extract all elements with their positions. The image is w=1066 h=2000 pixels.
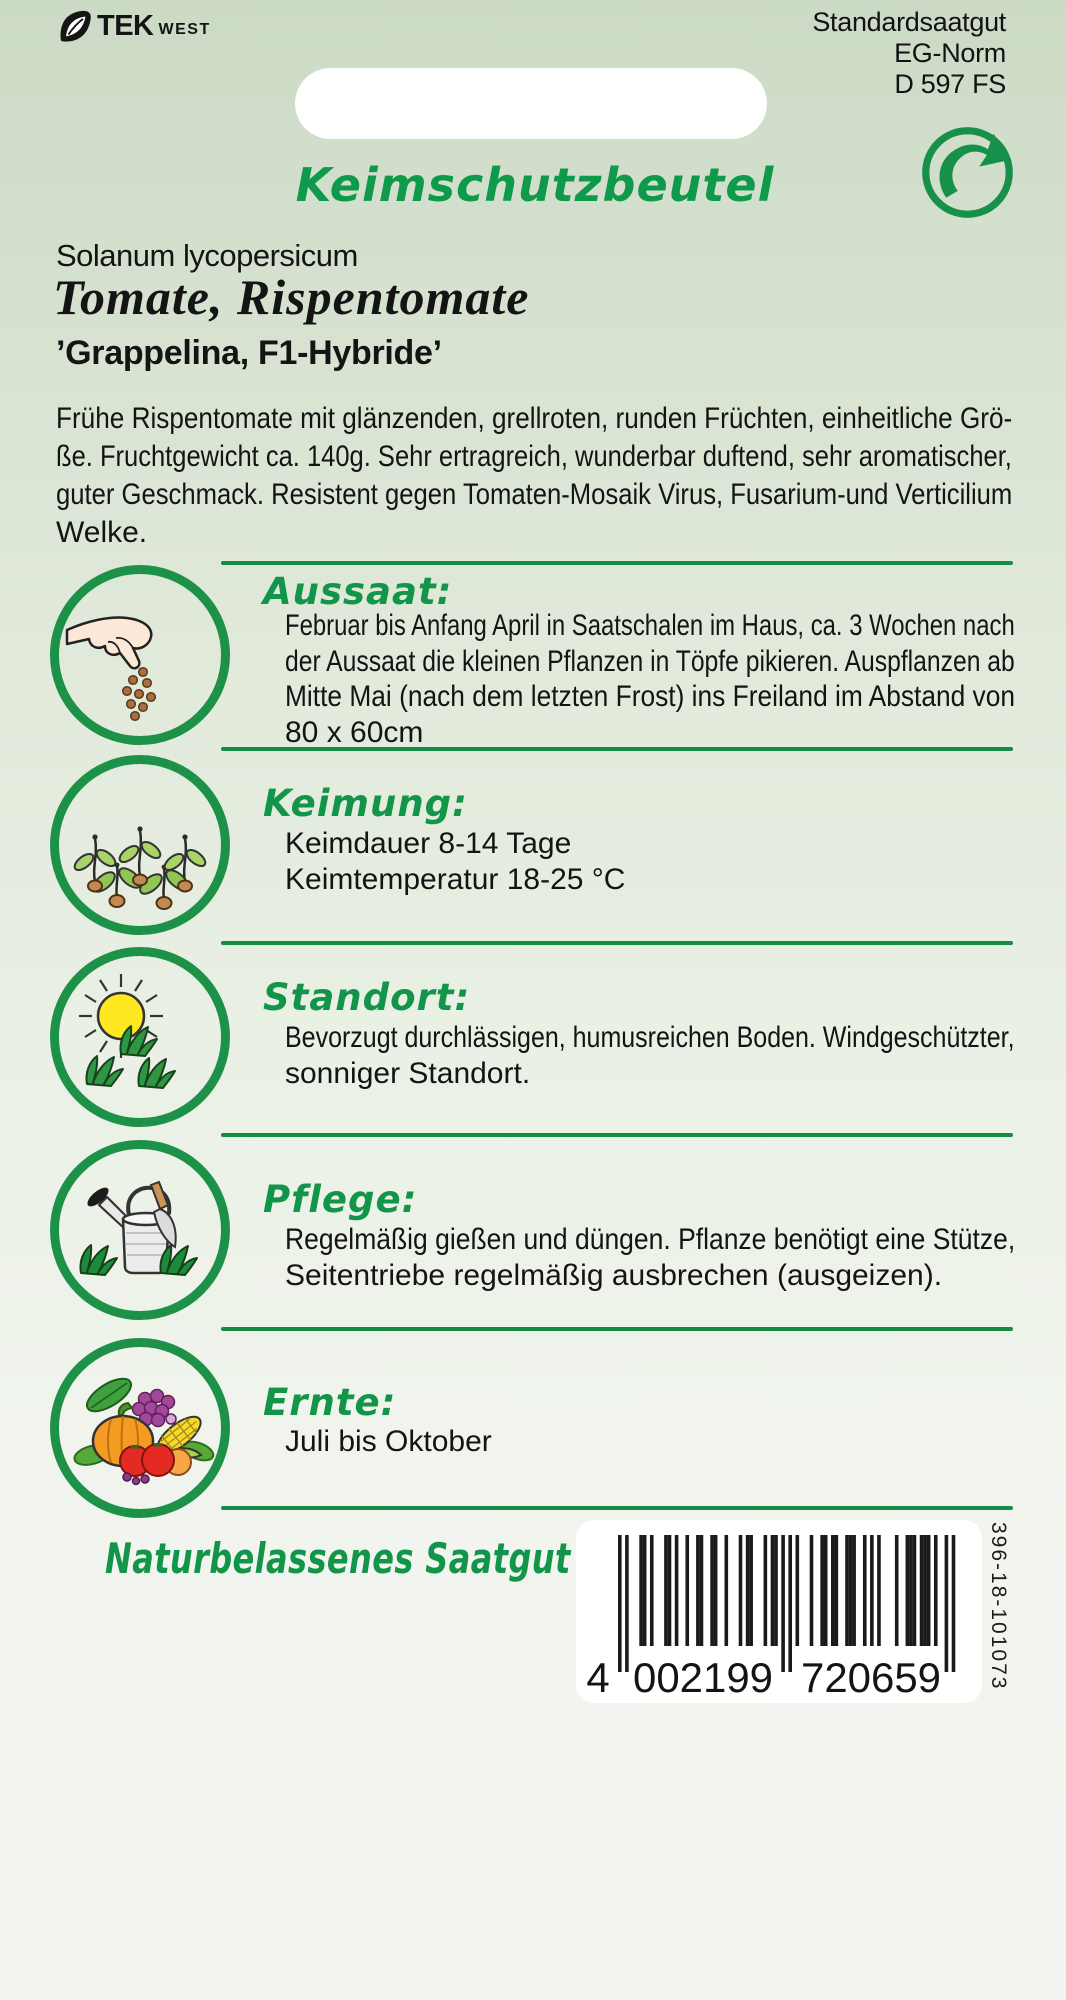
certification-block	[812, 7, 1006, 100]
botanical-name: Solanum lycopersicum	[56, 238, 358, 273]
section-text-line: Regelmäßig gießen und düngen. Pflanze benötigt eine Stütze,	[285, 1223, 1016, 1256]
section-text-line: sonniger Standort.	[285, 1056, 531, 1090]
section-text-line: Februar bis Anfang April in Saatschalen im Haus, ca. 3 Wochen nach	[285, 609, 1015, 642]
section-title-keimung: Keimung:	[263, 782, 468, 825]
certification-line: D 597 FS	[894, 69, 1006, 99]
section-text-line: Mitte Mai (nach dem letzten Frost) ins Freiland im Abstand von	[285, 680, 1016, 713]
section-text-line: Bevorzugt durchlässigen, humusreichen Boden. Windgeschützter,	[285, 1021, 1015, 1054]
germination-icon-badge	[50, 755, 230, 935]
watering-can-icon	[65, 1155, 215, 1305]
barcode	[576, 1520, 982, 1703]
sun-location-icon	[65, 962, 215, 1112]
barcode-lead-digit: 4	[586, 1654, 610, 1701]
sowing-icon-badge	[50, 565, 230, 745]
green-dot-recycling-icon	[918, 124, 1017, 221]
certification-line: EG-Norm	[894, 38, 1006, 68]
blank-label-pill	[295, 68, 767, 139]
barcode-digit-group: 720659	[801, 1654, 941, 1701]
pouch-type-label: Keimschutzbeutel	[295, 158, 775, 212]
brand-name-suffix: WEST	[158, 20, 211, 38]
section-body-pflege	[285, 1222, 1015, 1293]
section-text-line: 80 x 60cm	[285, 715, 424, 749]
section-text-line: Keimtemperatur 18-25 °C	[285, 862, 626, 896]
section-text-line: der Aussaat die kleinen Pflanzen in Töpfe pikieren. Auspflanzen ab	[285, 644, 1015, 678]
care-icon-badge	[50, 1140, 230, 1320]
section-divider	[221, 561, 1013, 565]
barcode-digit-group: 002199	[633, 1654, 773, 1701]
description-line: Frühe Rispentomate mit glänzenden, grellroten, runden Früchten, einheitliche Grö-	[56, 402, 1013, 435]
section-divider	[221, 1327, 1013, 1331]
description-line: guter Geschmack. Resistent gegen Tomaten-Mosaik Virus, Fusarium-und Verticilium	[56, 478, 1013, 511]
product-title: Tomate, Rispentomate	[53, 269, 530, 325]
brand-name: TEK	[97, 9, 154, 42]
section-title-pflege: Pflege:	[263, 1178, 418, 1221]
barcode-bars	[618, 1535, 955, 1672]
sowing-hand-icon	[65, 580, 215, 730]
leaf-logo-icon	[58, 8, 92, 44]
description	[56, 400, 1012, 552]
section-body-keimung	[285, 826, 1015, 897]
location-icon-badge	[50, 947, 230, 1127]
section-title-standort: Standort:	[263, 976, 471, 1019]
section-body-aussaat	[285, 608, 1015, 750]
section-title-aussaat: Aussaat:	[263, 570, 453, 613]
section-divider	[221, 941, 1013, 945]
certification-line: Standardsaatgut	[812, 7, 1006, 37]
section-text-line: Keimdauer 8-14 Tage	[285, 827, 572, 860]
section-body-ernte	[285, 1424, 1015, 1460]
section-body-standort	[285, 1020, 1015, 1091]
section-title-ernte: Ernte:	[263, 1381, 397, 1424]
natural-seed-claim: Naturbelassenes Saatgut	[105, 1534, 571, 1583]
lot-number: 396-18-101073	[987, 1522, 1010, 1691]
section-divider	[221, 1506, 1013, 1510]
seedlings-icon	[65, 770, 215, 920]
description-line: Welke.	[56, 516, 148, 549]
variety-name: ’Grappelina, F1-Hybride’	[56, 334, 442, 372]
harvest-icon	[65, 1353, 215, 1503]
section-text-line: Seitentriebe regelmäßig ausbrechen (ausgeizen).	[285, 1258, 943, 1292]
description-line: ße. Fruchtgewicht ca. 140g. Sehr ertragreich, wunderbar duftend, sehr aromatischer,	[56, 440, 1012, 473]
brand-logo	[58, 8, 211, 44]
section-text-line: Juli bis Oktober	[285, 1425, 492, 1458]
section-divider	[221, 1133, 1013, 1137]
harvest-icon-badge	[50, 1338, 230, 1518]
